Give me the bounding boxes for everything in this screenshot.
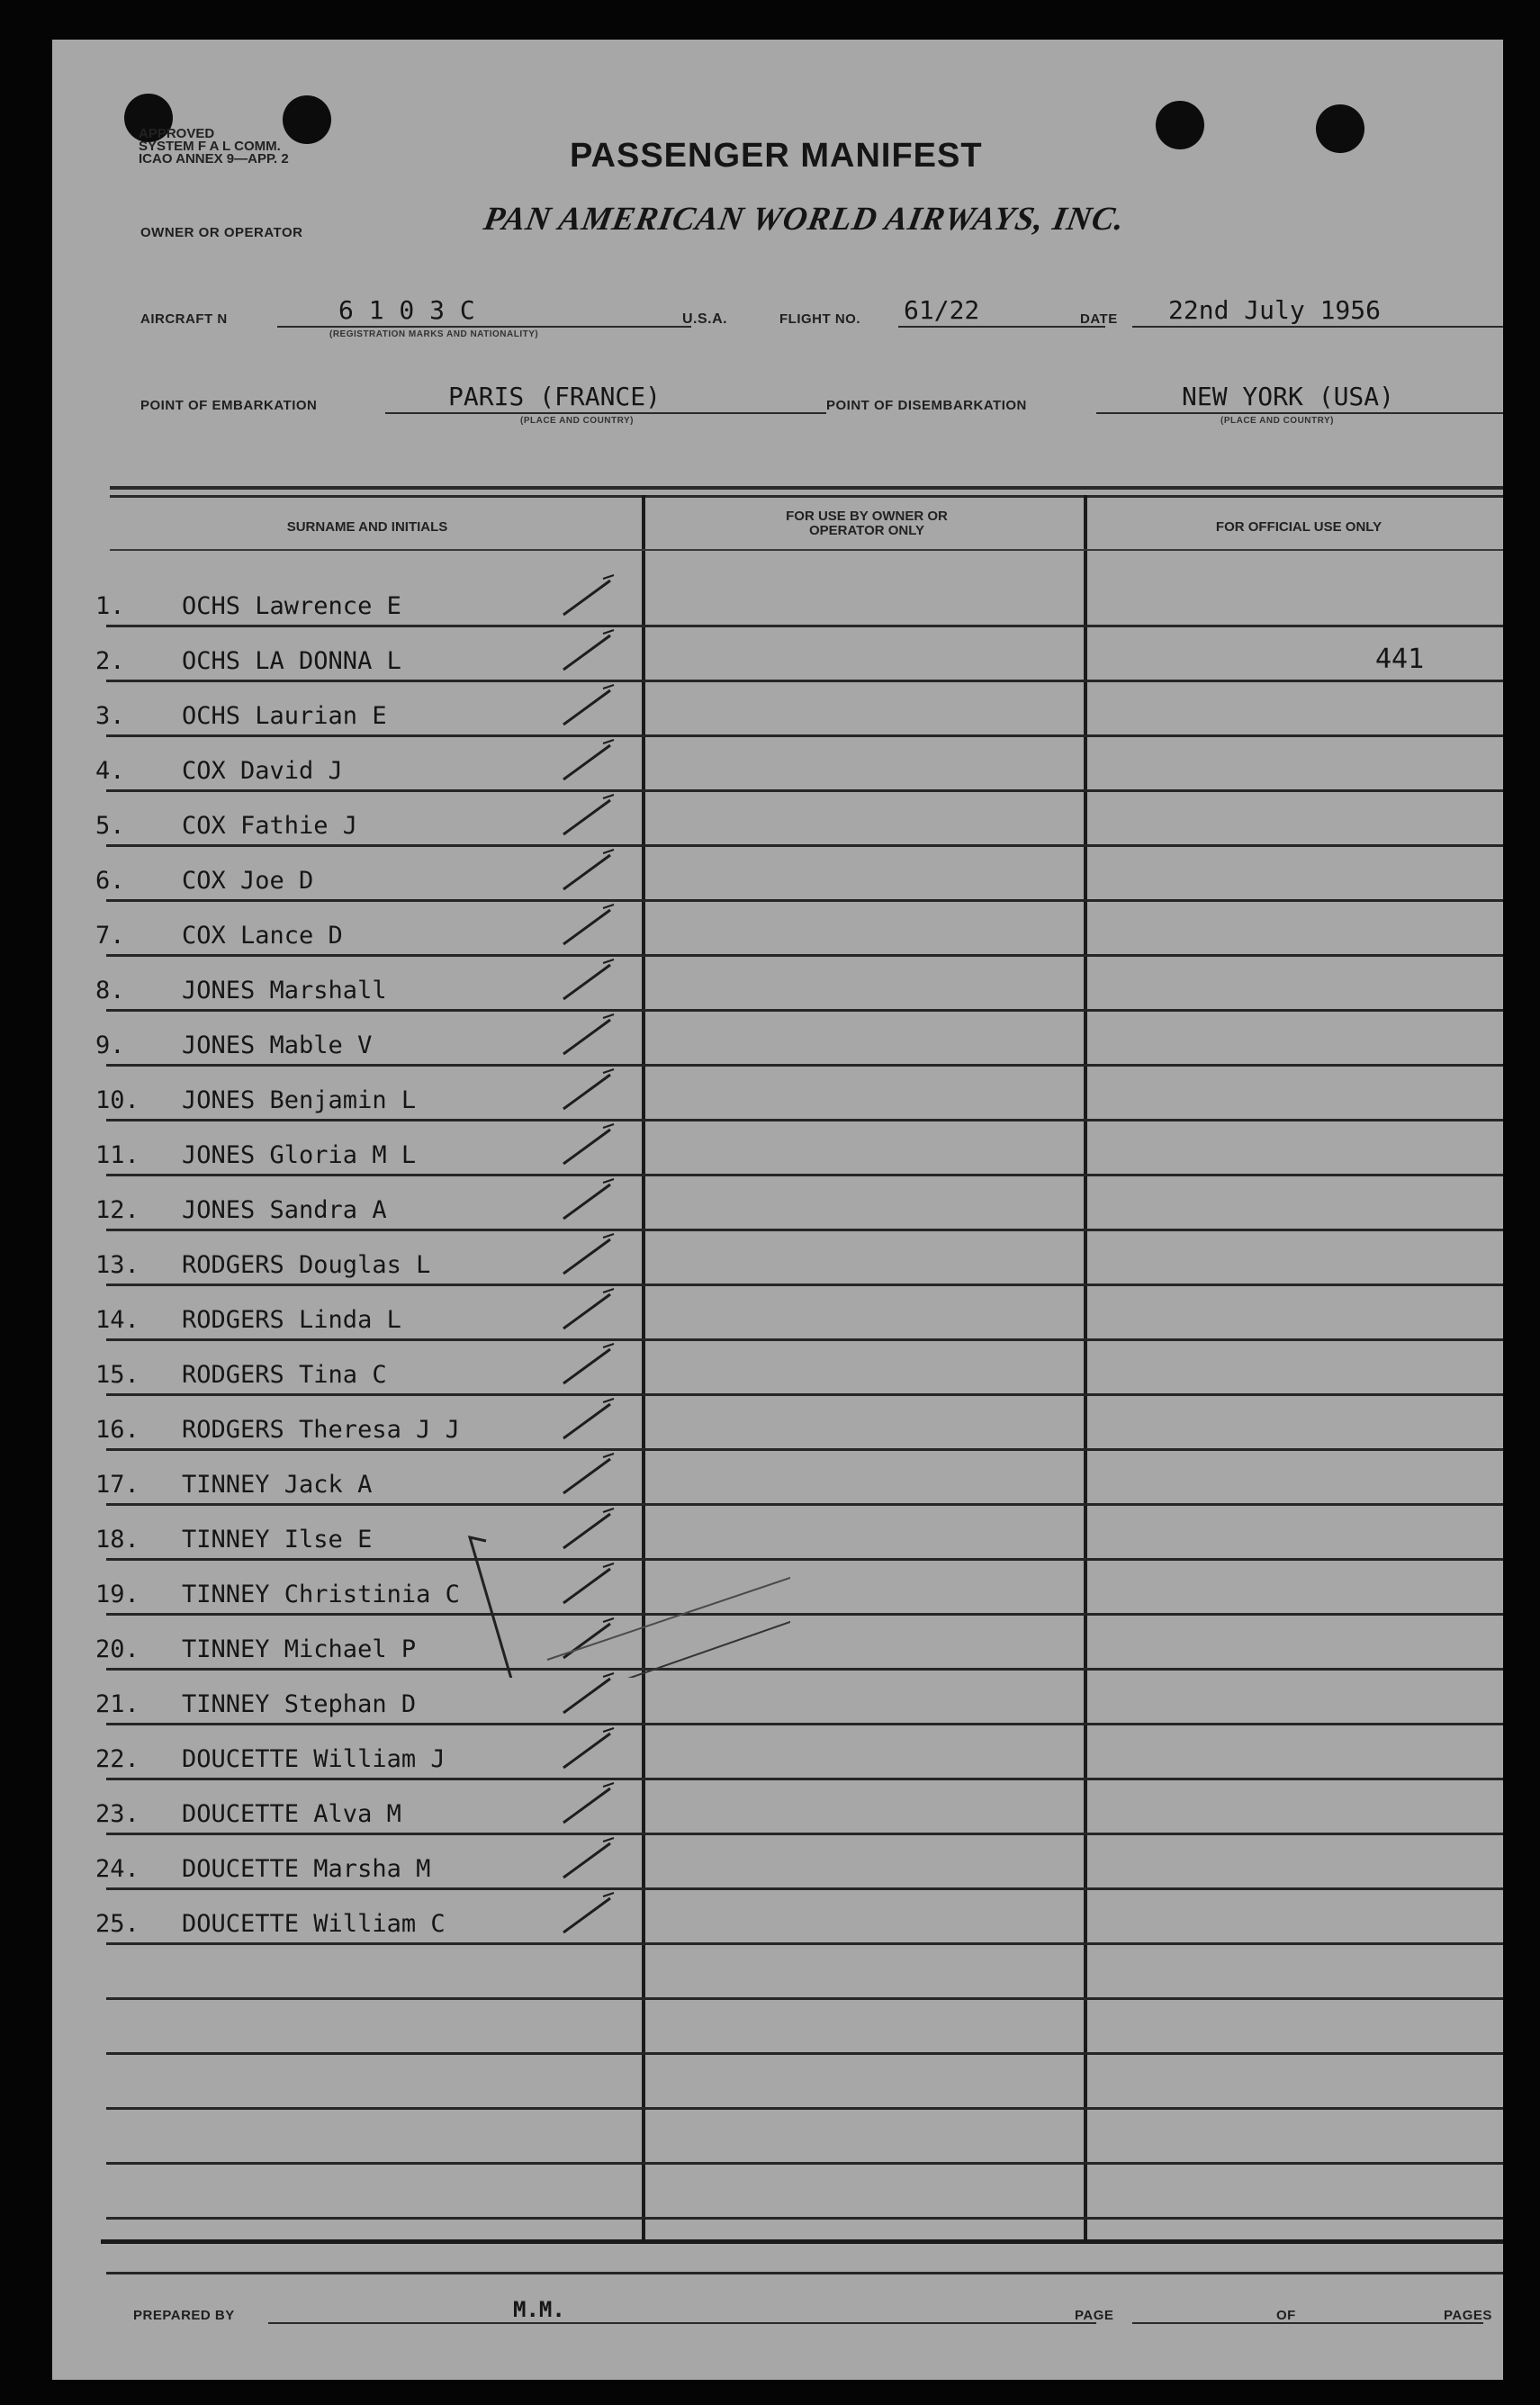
column-header-official-use: FOR OFFICIAL USE ONLY — [1215, 519, 1382, 535]
check-mark-icon — [556, 1282, 619, 1336]
embark-value: PARIS (FRANCE) — [448, 382, 662, 411]
row-rule — [106, 2272, 1503, 2274]
table-row — [52, 1286, 1503, 1341]
passenger-name: COX David J — [182, 757, 343, 785]
flight-underline — [898, 326, 1105, 328]
owner-label: OWNER OR OPERATOR — [140, 225, 303, 240]
page-title: PASSENGER MANIFEST — [570, 137, 983, 175]
row-number: 3. — [95, 702, 125, 730]
row-number: 8. — [95, 977, 125, 1004]
row-number: 10. — [95, 1086, 140, 1114]
row-number: 20. — [95, 1635, 140, 1663]
row-number: 22. — [95, 1745, 140, 1773]
table-row — [52, 572, 1503, 627]
of-label: OF — [1276, 2308, 1296, 2323]
company-name: PAN AMERICAN WORLD AIRWAYS, INC. — [481, 201, 1128, 238]
row-number: 25. — [95, 1910, 140, 1938]
row-number: 12. — [95, 1196, 140, 1224]
header-rule — [110, 549, 1503, 551]
flight-label: FLIGHT NO. — [779, 311, 860, 327]
manifest-sheet — [52, 40, 1503, 2380]
passenger-name: TINNEY Michael P — [182, 1635, 417, 1663]
table-row — [52, 1835, 1503, 1890]
table-row — [52, 1176, 1503, 1231]
check-mark-icon — [556, 678, 619, 732]
passenger-name: DOUCETTE Alva M — [182, 1800, 401, 1828]
check-mark-icon — [556, 1721, 619, 1775]
flight-value: 61/22 — [904, 295, 980, 325]
check-mark-icon — [556, 733, 619, 787]
prepared-by-value: M.M. — [513, 2297, 565, 2322]
table-row — [52, 957, 1503, 1012]
table-row — [52, 792, 1503, 847]
row-number: 23. — [95, 1800, 140, 1828]
table-row — [52, 1780, 1503, 1835]
row-number: 15. — [95, 1361, 140, 1389]
row-number: 16. — [95, 1416, 140, 1444]
table-row — [52, 1671, 1503, 1725]
row-number: 5. — [95, 812, 125, 840]
check-mark-icon — [556, 1062, 619, 1116]
punch-hole-4 — [1316, 104, 1364, 153]
row-number: 2. — [95, 647, 125, 675]
aircraft-label: AIRCRAFT N — [140, 311, 228, 327]
punch-hole-3 — [1156, 101, 1204, 149]
annotation-bracket-mark — [412, 1480, 790, 1678]
prepared-by-label: PREPARED BY — [133, 2308, 235, 2323]
table-row — [52, 1012, 1503, 1067]
blank-row — [52, 2055, 1503, 2110]
table-row — [52, 1396, 1503, 1451]
row-number: 9. — [95, 1031, 125, 1059]
table-row — [52, 1725, 1503, 1780]
blank-row — [52, 2220, 1503, 2274]
passenger-name: JONES Benjamin L — [182, 1086, 417, 1114]
table-row — [52, 1341, 1503, 1396]
disembark-note: (PLACE AND COUNTRY) — [1220, 416, 1334, 426]
blank-row — [52, 2000, 1503, 2055]
row-number: 24. — [95, 1855, 140, 1883]
check-mark-icon — [556, 568, 619, 622]
row-number: 21. — [95, 1690, 140, 1718]
row-number: 13. — [95, 1251, 140, 1279]
passenger-name: TINNEY Ilse E — [182, 1526, 373, 1554]
row-number: 11. — [95, 1141, 140, 1169]
passenger-name: DOUCETTE William J — [182, 1745, 446, 1773]
passenger-name: OCHS LA DONNA L — [182, 647, 401, 675]
registration-note: (REGISTRATION MARKS AND NATIONALITY) — [329, 329, 539, 339]
embark-underline — [385, 412, 826, 414]
row-number: 19. — [95, 1581, 140, 1608]
table-row — [52, 1067, 1503, 1121]
check-mark-icon — [556, 1172, 619, 1226]
passenger-name: OCHS Lawrence E — [182, 592, 401, 620]
row-number: 7. — [95, 922, 125, 950]
disembark-underline — [1096, 412, 1503, 414]
row-number: 17. — [95, 1471, 140, 1499]
date-label: DATE — [1080, 311, 1118, 327]
aircraft-underline — [277, 326, 691, 328]
check-mark-icon — [556, 1886, 619, 1940]
disembark-value: NEW YORK (USA) — [1182, 382, 1395, 411]
check-mark-icon — [556, 623, 619, 677]
blank-row — [52, 1945, 1503, 2000]
embark-label: POINT OF EMBARKATION — [140, 398, 318, 413]
passenger-name: RODGERS Tina C — [182, 1361, 387, 1389]
passenger-name: RODGERS Linda L — [182, 1306, 401, 1334]
row-number: 6. — [95, 867, 125, 895]
passenger-name: COX Fathie J — [182, 812, 358, 840]
passenger-name: JONES Mable V — [182, 1031, 373, 1059]
check-mark-icon — [556, 1392, 619, 1446]
passenger-name: TINNEY Christinia C — [182, 1581, 460, 1608]
check-mark-icon — [556, 1117, 619, 1171]
table-row — [52, 627, 1503, 682]
table-top-rule-1 — [110, 486, 1503, 490]
approval-line-2: SYSTEM F A L COMM. — [139, 139, 281, 154]
row-number: 18. — [95, 1526, 140, 1554]
passenger-name: RODGERS Theresa J J — [182, 1416, 460, 1444]
passenger-name: JONES Sandra A — [182, 1196, 387, 1224]
passenger-name: DOUCETTE William C — [182, 1910, 446, 1938]
approval-block — [139, 128, 289, 166]
check-mark-icon — [556, 1831, 619, 1885]
row-number: 14. — [95, 1306, 140, 1334]
passenger-name: OCHS Laurian E — [182, 702, 387, 730]
check-mark-icon — [556, 788, 619, 842]
passenger-name: JONES Marshall — [182, 977, 387, 1004]
approval-line-1: APPROVED — [139, 126, 215, 141]
approval-line-3: ICAO ANNEX 9—APP. 2 — [139, 151, 289, 167]
date-value: 22nd July 1956 — [1168, 295, 1382, 325]
passenger-name: TINNEY Jack A — [182, 1471, 373, 1499]
table-bottom-rule — [101, 2239, 1503, 2244]
blank-row — [52, 2110, 1503, 2165]
punch-hole-2 — [283, 95, 331, 144]
check-mark-icon — [556, 842, 619, 896]
usa-label: U.S.A. — [682, 311, 728, 327]
row-number: 4. — [95, 757, 125, 785]
page-label: PAGE — [1075, 2308, 1114, 2323]
check-mark-icon — [556, 1337, 619, 1391]
table-row — [52, 682, 1503, 737]
check-mark-icon — [556, 897, 619, 951]
table-row — [52, 902, 1503, 957]
passenger-name: COX Joe D — [182, 867, 314, 895]
pages-label: PAGES — [1444, 2308, 1492, 2323]
table-row — [52, 1121, 1503, 1176]
prepared-by-underline — [268, 2322, 1096, 2324]
check-mark-icon — [556, 1227, 619, 1281]
table-row — [52, 1890, 1503, 1945]
table-row — [52, 847, 1503, 902]
official-use-value: 441 — [1375, 644, 1425, 675]
row-number: 1. — [95, 592, 125, 620]
disembark-label: POINT OF DISEMBARKATION — [826, 398, 1027, 413]
check-mark-icon — [556, 1776, 619, 1830]
table-row — [52, 737, 1503, 792]
passenger-name: RODGERS Douglas L — [182, 1251, 431, 1279]
table-top-rule-2 — [110, 495, 1503, 498]
column-header-owner-use: FOR USE BY OWNER OR OPERATOR ONLY — [786, 509, 948, 538]
column-header-surname: SURNAME AND INITIALS — [286, 519, 448, 535]
blank-row — [52, 2165, 1503, 2220]
passenger-name: TINNEY Stephan D — [182, 1690, 417, 1718]
passenger-name: JONES Gloria M L — [182, 1141, 417, 1169]
passenger-name: COX Lance D — [182, 922, 343, 950]
embark-note: (PLACE AND COUNTRY) — [520, 416, 634, 426]
date-underline — [1132, 326, 1503, 328]
passenger-name: DOUCETTE Marsha M — [182, 1855, 431, 1883]
check-mark-icon — [556, 952, 619, 1006]
aircraft-value: 6 1 0 3 C — [338, 295, 475, 325]
check-mark-icon — [556, 1007, 619, 1061]
table-row — [52, 1231, 1503, 1286]
